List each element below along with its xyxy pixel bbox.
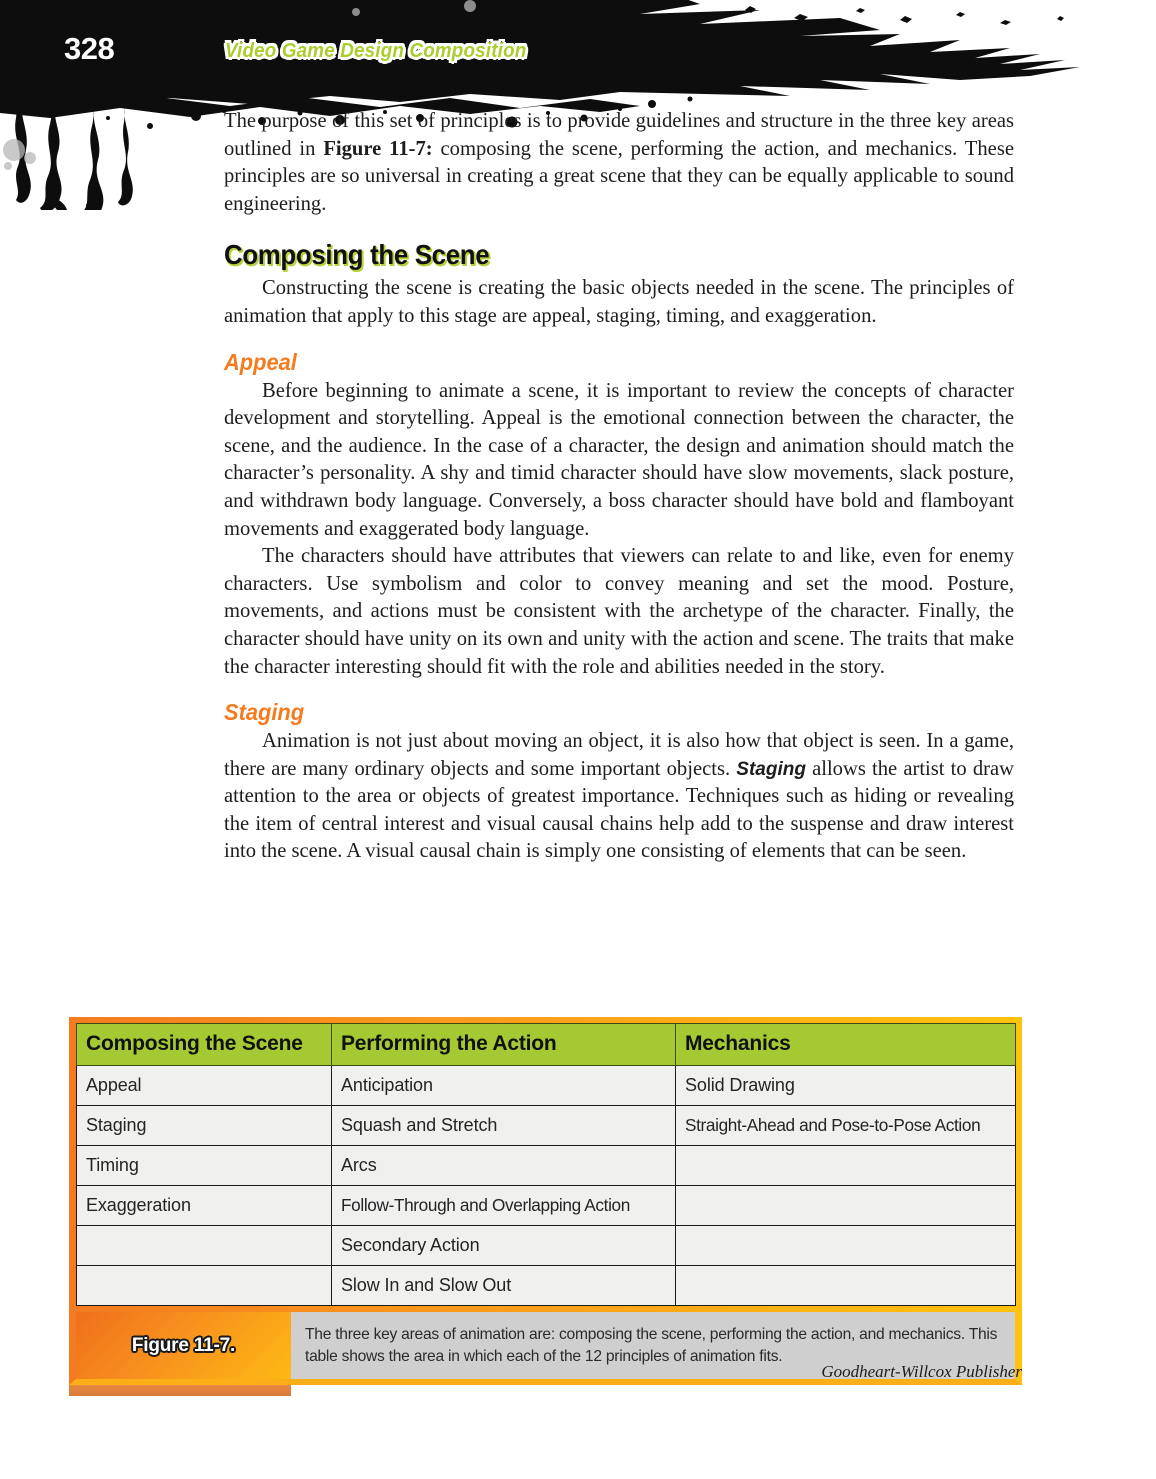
table-header-row [77,1024,1016,1066]
cell-performing: Arcs [332,1146,676,1186]
cell-composing [77,1226,332,1266]
cell-performing: Anticipation [332,1066,676,1106]
column-header-performing-the-action: Performing the Action [332,1024,676,1066]
cell-mechanics [676,1186,1016,1226]
cell-performing: Follow-Through and Overlapping Action [332,1186,676,1226]
figure-11-7 [69,1017,1022,1385]
staging-paragraph [224,728,1014,866]
cell-performing: Slow In and Slow Out [332,1266,676,1306]
table-row [77,1106,1016,1146]
publisher-credit: Goodheart-Willcox Publisher [821,1362,1022,1381]
subheading-staging: Staging [224,699,305,726]
figure-label: Figure 11-7. [131,1334,236,1356]
figure-reference: Figure 11-7: [323,137,433,160]
staging-key-term: Staging [736,758,806,780]
cell-mechanics: Straight-Ahead and Pose-to-Pose Action [676,1106,1016,1146]
intro-text-part2: composing the scene, performing the action, and mechanics. These principles are so universal in creating a great scene that they can be equally applicable to sound engineering. [224,137,1014,215]
table-row [77,1066,1016,1106]
staging-text-part1: Animation is not just about moving an object, it is also how that object is seen. In a game, there are many ordinary objects and some important objects. [224,730,1014,780]
intro-paragraph [224,108,1014,218]
caption-shadow-tab [69,1385,291,1396]
intro-text-part1: The purpose of this set of principles is to provide guidelines and structure in the three key areas outlined in [224,110,1014,160]
table-row [77,1226,1016,1266]
staging-text-part2: allows the artist to draw attention to the area or objects of greatest importance. Techniques such as hiding or revealing the item of central interest and visual causal chains help add to the suspense and draw interest into the scene. A visual causal chain is simply one consisting of elements that can be seen. [224,757,1014,863]
principles-of-animation-table [76,1023,1016,1306]
table-row [77,1186,1016,1226]
column-header-composing-the-scene: Composing the Scene [77,1024,332,1066]
cell-composing: Appeal [77,1066,332,1106]
cell-mechanics [676,1146,1016,1186]
page-number: 328 [64,31,115,66]
cell-composing: Exaggeration [77,1186,332,1226]
subheading-appeal: Appeal [224,348,297,375]
running-head-title: Video Game Design Composition [225,40,527,62]
cell-mechanics: Solid Drawing [676,1066,1016,1106]
table-frame [69,1017,1022,1312]
cell-performing: Squash and Stretch [332,1106,676,1146]
composing-the-scene-paragraph: Constructing the scene is creating the basic objects needed in the scene. The principles of animation that apply to this stage are appeal, staging, timing, and exaggeration. [224,277,1014,327]
column-header-mechanics: Mechanics [676,1024,1016,1066]
cell-composing: Timing [77,1146,332,1186]
cell-performing: Secondary Action [332,1226,676,1266]
appeal-paragraph-2: The characters should have attributes that viewers can relate to and like, even for enemy characters. Use symbolism and color to convey meaning and set the mood. Posture, movements, and actions must be consistent with the archetype of the character. Finally, the character should have unity on its own and unity with the action and scene. The traits that make the character interesting should fit with the role and abilities needed in the story. [224,545,1014,678]
cell-composing [77,1266,332,1306]
table-body [77,1066,1016,1306]
main-content-column [224,108,1014,866]
cell-mechanics [676,1226,1016,1266]
table-row [77,1146,1016,1186]
section-heading-composing-the-scene: Composing the Scene [224,239,490,271]
figure-caption-text: The three key areas of animation are: composing the scene, performing the action, and mechanics. This table shows the area in which each of the 12 principles of animation fits. [305,1325,998,1365]
cell-composing: Staging [77,1106,332,1146]
table-row [77,1266,1016,1306]
appeal-paragraph-1: Before beginning to animate a scene, it is important to review the concepts of character development and storytelling. Appeal is the emotional connection between the character, the scene, and the audience. In the case of a character, the design and animation should match the character’s personality. A shy and timid character should have slow movements, slack posture, and withdrawn body language. Conversely, a boss character should have bold and flamboyant movements and exaggerated body language. [224,379,1014,540]
cell-mechanics [676,1266,1016,1306]
